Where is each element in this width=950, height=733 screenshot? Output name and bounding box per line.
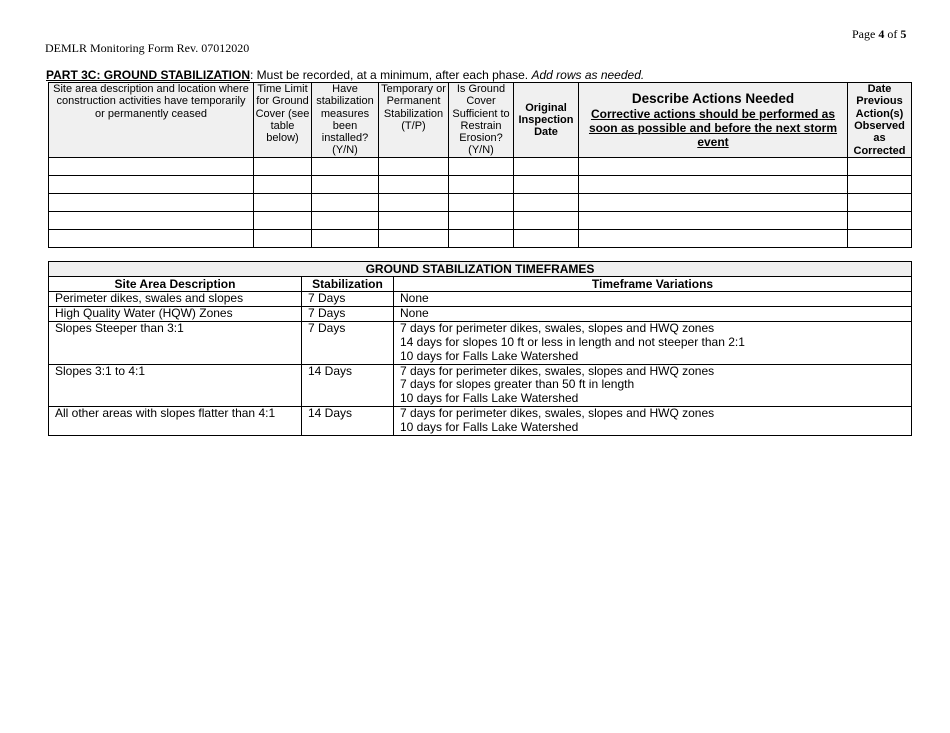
page-label: Page: [852, 27, 876, 41]
page-current: 4: [878, 27, 885, 41]
page-number: [852, 27, 906, 42]
table-row: [49, 306, 912, 321]
variation-line: 10 days for Falls Lake Watershed: [400, 420, 579, 435]
variation-line: 14 days for slopes 10 ft or less in length and not steeper than 2:1: [400, 334, 745, 349]
table-row: [49, 407, 912, 436]
table-row: [49, 321, 912, 364]
page-of: of: [887, 27, 898, 41]
row-area: High Quality Water (HQW) Zones: [49, 306, 302, 321]
row-variations: [394, 321, 912, 364]
row-stabilization: 7 Days: [302, 292, 394, 307]
part-title: [46, 68, 644, 82]
row-variations: [394, 407, 912, 436]
form-id: DEMLR Monitoring Form Rev. 07012020: [45, 41, 250, 55]
row-stabilization: 7 Days: [302, 306, 394, 321]
log-row: [49, 176, 912, 194]
part-note: Add rows as needed.: [531, 68, 645, 82]
header-date-corrected: Date Previous Action(s) Observed as Corrected: [848, 83, 912, 158]
variation-line: 10 days for Falls Lake Watershed: [400, 348, 579, 363]
part-heading: PART 3C: GROUND STABILIZATION: [46, 68, 250, 82]
log-row: [49, 212, 912, 230]
header-temp-perm: Temporary or Permanent Stabilization (T/P): [379, 83, 449, 158]
row-area: Slopes Steeper than 3:1: [49, 321, 302, 364]
log-row: [49, 230, 912, 248]
header-ground-cover: Is Ground Cover Sufficient to Restrain Erosion? (Y/N): [449, 83, 514, 158]
row-stabilization: 14 Days: [302, 407, 394, 436]
timeframes-table: [48, 261, 912, 436]
log-row: [49, 158, 912, 176]
variation-line: 7 days for slopes greater than 50 ft in length: [400, 377, 635, 392]
row-variations: [394, 292, 912, 307]
row-area: All other areas with slopes flatter than 4:1: [49, 407, 302, 436]
row-variations: [394, 306, 912, 321]
table-row: [49, 364, 912, 407]
log-row: [49, 194, 912, 212]
col-variations: Timeframe Variations: [394, 277, 912, 292]
part-instruction: : Must be recorded, at a minimum, after each phase.: [250, 68, 532, 82]
col-site-area: Site Area Description: [49, 277, 302, 292]
header-original-date: Original Inspection Date: [514, 83, 579, 158]
timeframes-caption: GROUND STABILIZATION TIMEFRAMES: [49, 262, 912, 277]
variation-line: 7 days for perimeter dikes, swales, slopes and HWQ zones: [400, 363, 715, 378]
row-variations: [394, 364, 912, 407]
header-site-area: Site area description and location where construction activities have temporarily or permanently ceased: [49, 83, 254, 158]
header-actions: [579, 83, 848, 158]
actions-title: Describe Actions Needed: [631, 91, 795, 106]
variation-line: 7 days for perimeter dikes, swales, slopes and HWQ zones: [400, 406, 715, 421]
variation-line: 7 days for perimeter dikes, swales, slopes and HWQ zones: [400, 320, 715, 335]
header-time-limit: Time Limit for Ground Cover (see table below): [254, 83, 312, 158]
row-area: Slopes 3:1 to 4:1: [49, 364, 302, 407]
variation-line: None: [400, 291, 429, 305]
page-total: 5: [900, 27, 907, 41]
row-area: Perimeter dikes, swales and slopes: [49, 292, 302, 307]
ground-stabilization-log-table: [48, 82, 912, 248]
header-stabilization-installed: Have stabilization measures been installed? (Y/N): [312, 83, 379, 158]
variation-line: None: [400, 305, 429, 320]
col-stabilization: Stabilization: [302, 277, 394, 292]
table-row: [49, 292, 912, 307]
row-stabilization: 14 Days: [302, 364, 394, 407]
row-stabilization: 7 Days: [302, 321, 394, 364]
actions-subtitle: Corrective actions should be performed as soon as possible and before the next storm event: [588, 107, 838, 149]
variation-line: 10 days for Falls Lake Watershed: [400, 391, 579, 406]
